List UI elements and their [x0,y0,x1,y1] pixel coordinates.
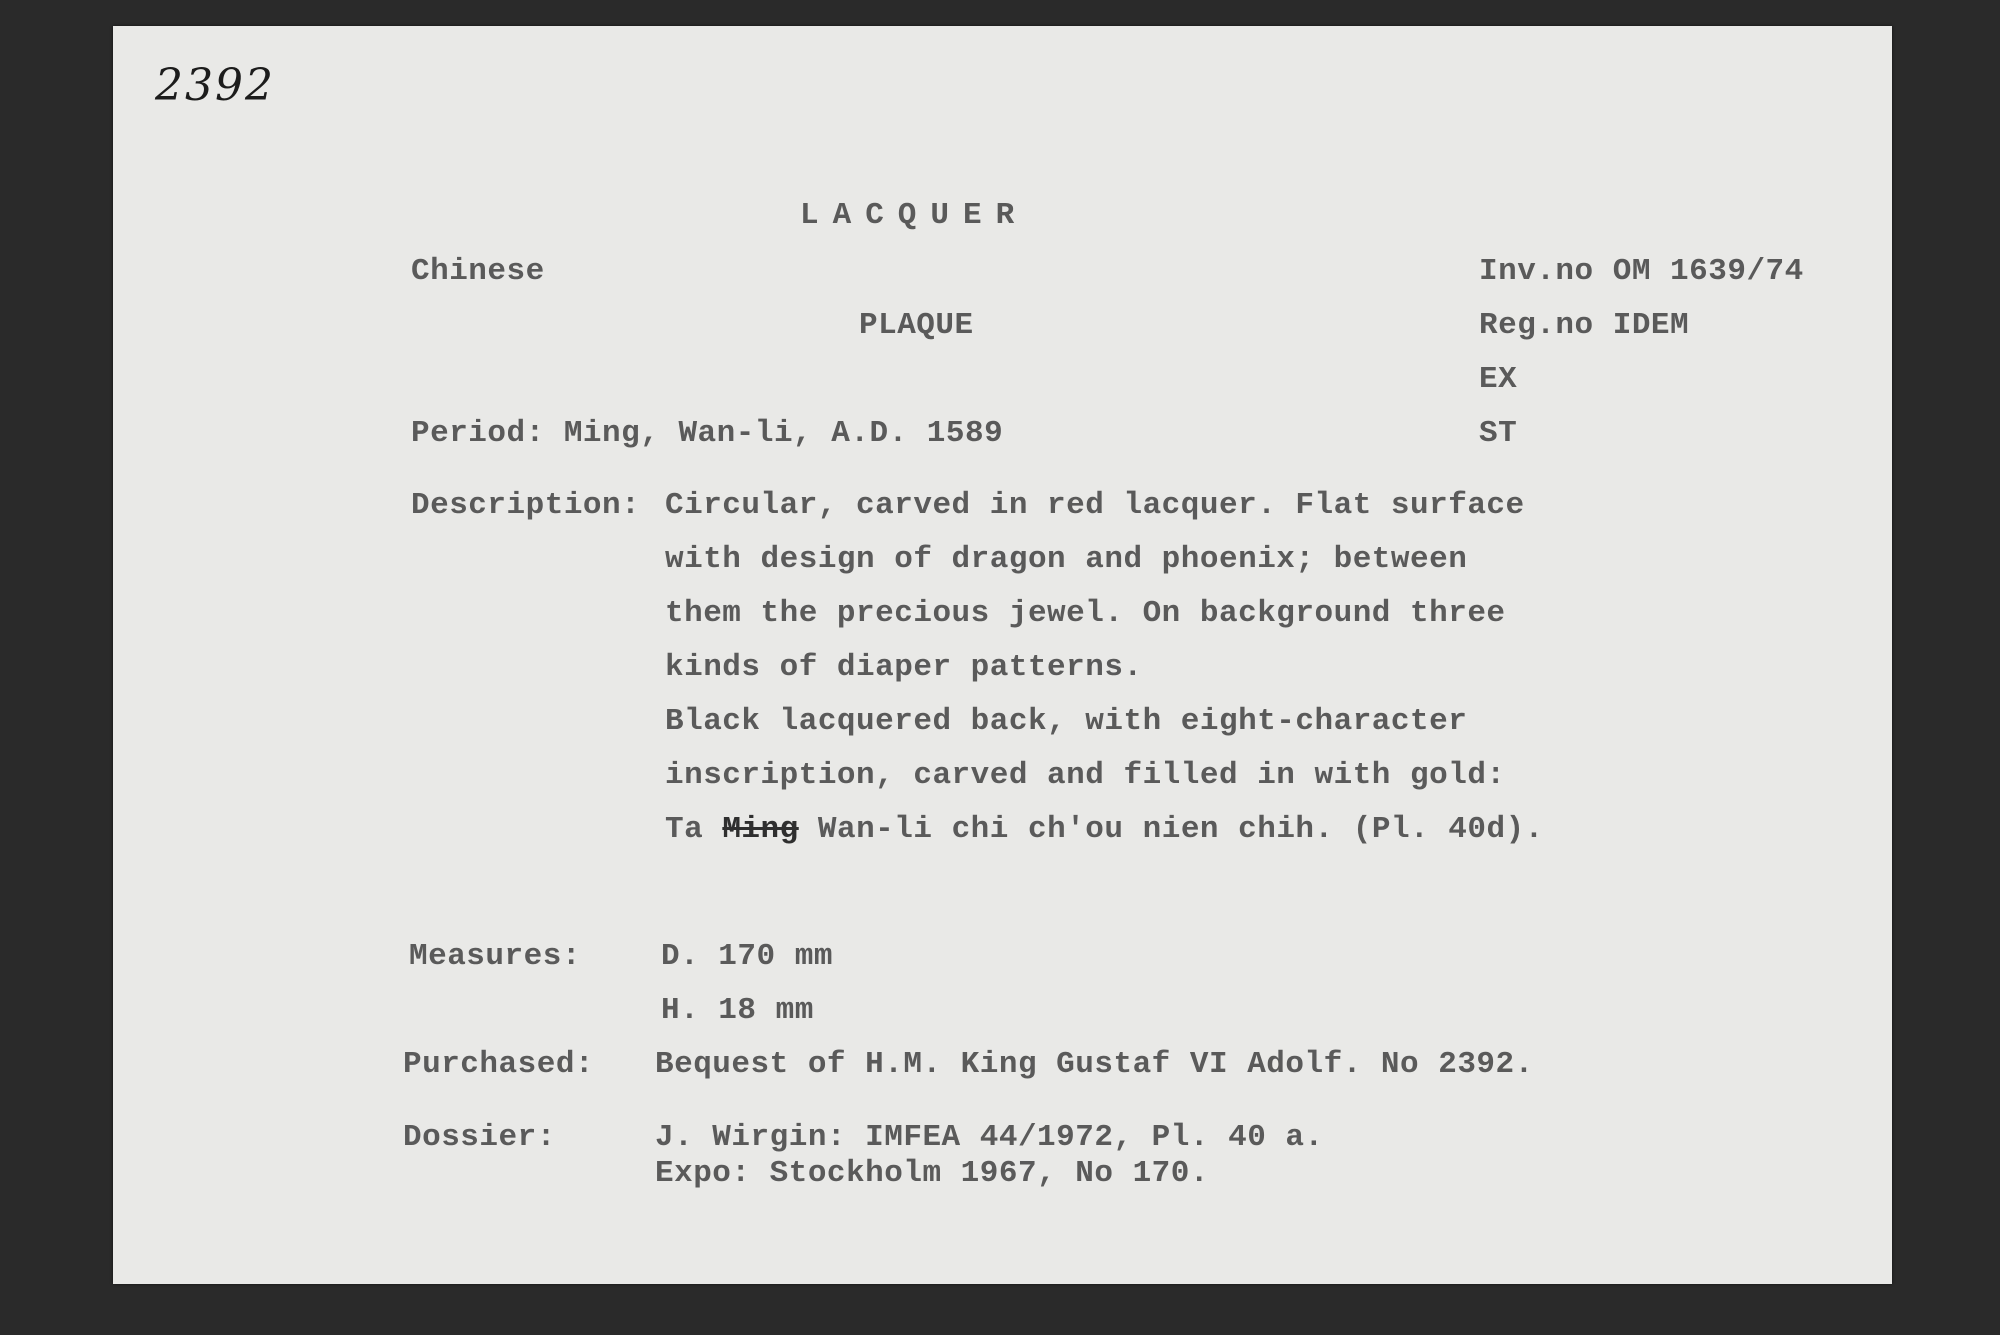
struck-word: Ming [722,812,799,847]
origin: Chinese [411,254,545,289]
inscription-prefix: Ta [665,812,704,847]
registration-number: Reg.no IDEM [1479,308,1690,343]
inventory-number: Inv.no OM 1639/74 [1479,254,1804,289]
period: Period: Ming, Wan-li, A.D. 1589 [411,416,1004,451]
st-mark: ST [1479,416,1518,451]
description-last-line [665,814,1544,845]
description-line: with design of dragon and phoenix; between [665,542,1468,577]
dossier-reference: J. Wirgin: IMFEA 44/1972, Pl. 40 a. [655,1120,1324,1155]
handwritten-number: 2392 [155,60,275,111]
description-line: kinds of diaper patterns. [665,650,1143,685]
object-type: PLAQUE [859,308,974,343]
description-label: Description: [411,488,641,523]
description-line: Circular, carved in red lacquer. Flat surface [665,488,1525,523]
purchased-label: Purchased: [403,1047,595,1082]
measure-height: H. 18 mm [661,993,814,1028]
dossier-exhibition: Expo: Stockholm 1967, No 170. [655,1156,1209,1191]
description-line: them the precious jewel. On background three [665,596,1506,631]
purchased-value: Bequest of H.M. King Gustaf VI Adolf. No 2392. [655,1047,1534,1082]
card-heading: LACQUER [800,198,1029,233]
catalogue-card [113,26,1892,1284]
dossier-label: Dossier: [403,1120,556,1155]
description-line: Black lacquered back, with eight-character [665,704,1468,739]
inscription-rest: Wan-li chi ch'ou nien chih. (Pl. 40d). [817,812,1544,847]
measure-diameter: D. 170 mm [661,939,833,974]
measures-label: Measures: [409,939,581,974]
ex-mark: EX [1479,362,1518,397]
description-line: inscription, carved and filled in with gold: [665,758,1506,793]
